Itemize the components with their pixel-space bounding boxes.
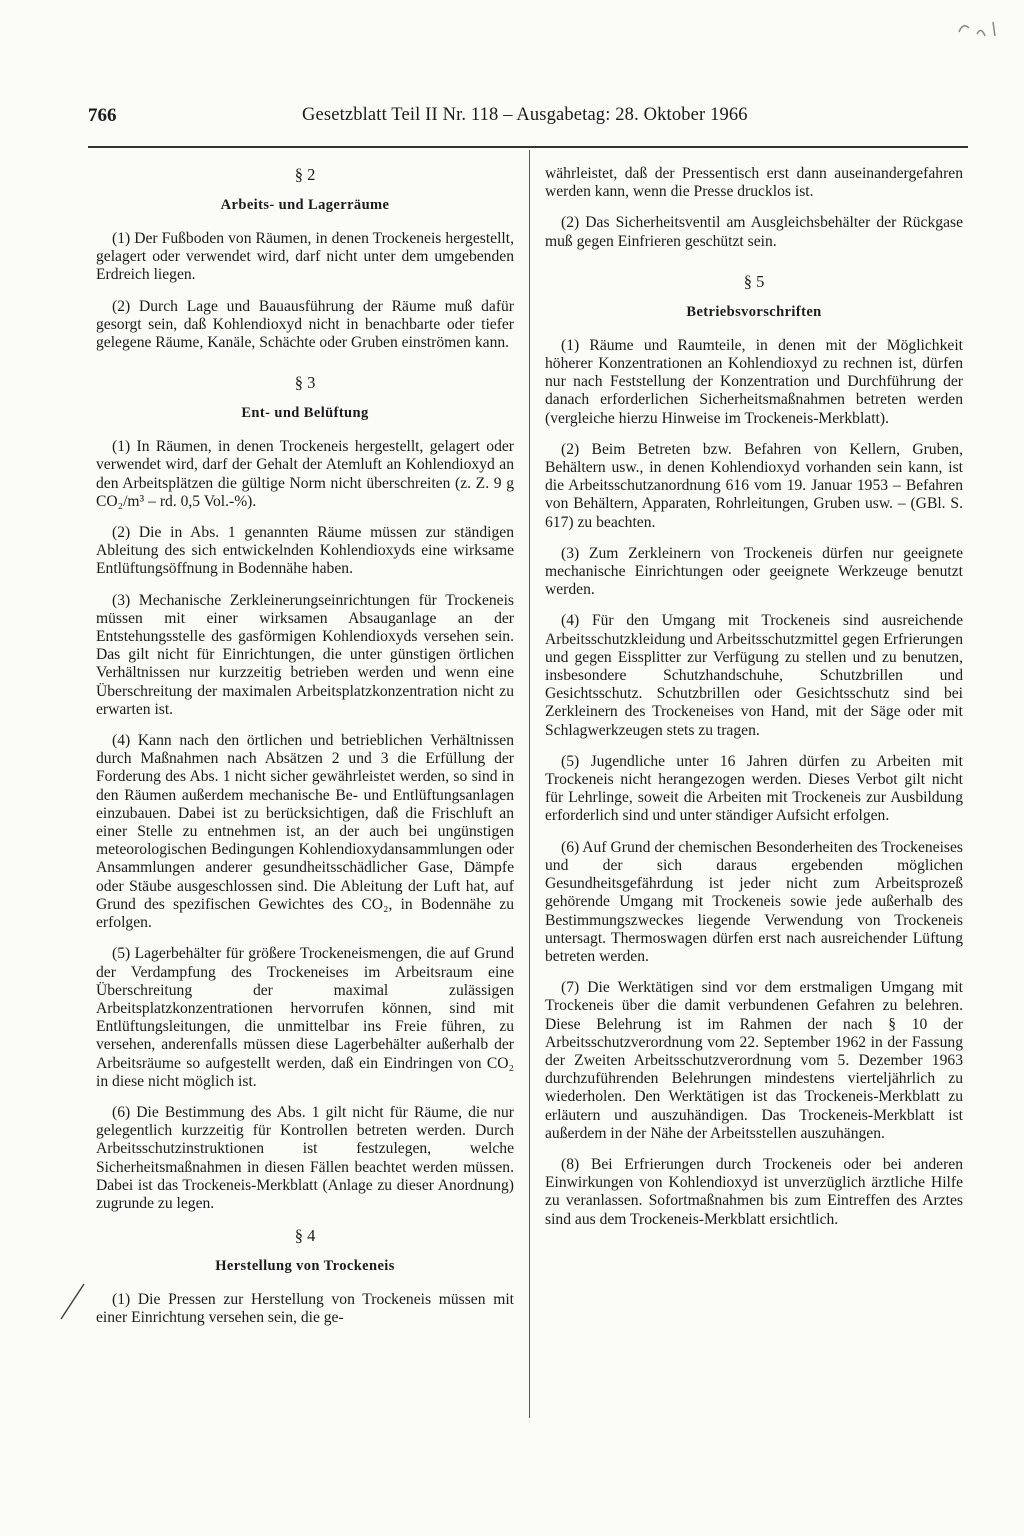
section-title: Arbeits- und Lagerräume — [220, 197, 390, 213]
paragraph: (6) Auf Grund der chemischen Besonderheiten des Trockeneises und der sich daraus ergebenden möglichen Gesundheitsgefährdung ist jeder nicht zum Arbeitsprozeß gehörende Umgang mit Trockeneis sowie jede außerhalb des Bestimmungszweckes liegende Verwendung von Trockeneis untersagt. Thermoswagen dürfen erst nach ausreichender Lüftung betreten werden. — [545, 838, 963, 965]
header-rule — [88, 146, 968, 148]
paragraph: (6) Die Bestimmung des Abs. 1 gilt nicht für Räume, die nur gelegentlich kurzzeitig für Kontrollen betreten werden. Durch Arbeitsschutzinstruktionen ist festzulegen, welche Sicherheitsmaßnahmen in diesen Fällen beachtet werden müssen. Dabei ist das Trockeneis-Merkblatt (Anlage zu dieser Anordnung) zugrunde zu legen. — [96, 1103, 514, 1212]
pencil-slash-mark — [58, 1282, 88, 1322]
paragraph: (1) Räume und Raumteile, in denen mit der Möglichkeit höherer Konzentrationen an Kohlendioxyd zu rechnen ist, dürfen nur nach Feststellung der Konzentration und Durchführung der danach erforderlichen Sicherheitsmaßnahmen betreten werden (vergleiche hierzu Hinweise im Trockeneis-Merkblatt). — [545, 336, 963, 427]
paragraph: (7) Die Werktätigen sind vor dem erstmaligen Umgang mit Trockeneis über die damit verbundenen Gefahren zu belehren. Diese Belehrung ist im Rahmen der nach § 10 der Arbeitsschutzverordnung vom 22. September 1962 in der Fassung der Zweiten Arbeitsschutzverordnung vom 5. Dezember 1963 durchzuführenden Belehrungen mindestens vierteljährlich zu wiederholen. Den Werktätigen ist das Trockeneis-Merkblatt zu erläutern und auszuhändigen. Das Trockeneis-Merkblatt ist außerdem in der Nähe der Arbeitsstellen auszuhängen. — [545, 979, 963, 1142]
left-column — [96, 165, 514, 1341]
paragraph: (5) Jugendliche unter 16 Jahren dürfen zu Arbeiten mit Trockeneis nicht herangezogen werden. Dieses Verbot gilt nicht für Lehrlinge, soweit die Arbeiten mit Trockeneis zur Ausbildung erforderlich sind und unter ständiger Aufsicht erfolgen. — [545, 752, 963, 825]
column-divider — [529, 150, 530, 1418]
section-number: § 5 — [743, 271, 765, 291]
paragraph: (1) Der Fußboden von Räumen, in denen Trockeneis hergestellt, gelagert oder verwendet wird, darf nicht unter dem umgebenden Erdreich liegen. — [96, 230, 514, 284]
paragraph: (2) Durch Lage und Bauausführung der Räume muß dafür gesorgt sein, daß Kohlendioxyd nicht in benachbarte oder tiefer gelegene Räume, Kanäle, Schächte oder Gruben einströmen kann. — [96, 297, 514, 352]
section-number: § 3 — [294, 373, 316, 393]
running-title: Gesetzblatt Teil II Nr. 118 – Ausgabetag: 28. Oktober 1966 — [302, 105, 748, 125]
paragraph: (3) Zum Zerkleinern von Trockeneis dürfen nur geeignete mechanische Einrichtungen oder geeignete Werkzeuge benutzt werden. — [545, 544, 963, 599]
paragraph: (4) Kann nach den örtlichen und betrieblichen Verhältnissen durch Maßnahmen nach Absätzen 2 und 3 die Erfüllung der Forderung des Abs. 1 nicht sicher gewährleistet werden, so sind in den Räumen außerdem mechanische Be- und Entlüftungsanlagen einzubauen. Dabei ist zu berücksichtigen, daß die Frischluft an einer Stelle zu entnehmen ist, an der auch bei ungünstigen meteorologischen Bedingungen Kohlendioxydansammlungen oder Ansammlungen anderer gesundheitsschädlicher Gase, Dämpfe oder Stäube ausgeschlossen sind. Die Ableitung der Luft hat, auf Grund des spezifischen Gewichtes des CO₂, in Bodennähe zu erfolgen. — [96, 732, 514, 932]
section-number: § 4 — [294, 1226, 316, 1246]
section-title: Herstellung von Trockeneis — [215, 1258, 395, 1275]
paragraph: (4) Für den Umgang mit Trockeneis sind ausreichende Arbeitsschutzkleidung und Arbeitsschutzmittel gegen Erfrierungen und gegen Eissplitter zur Verfügung zu stellen und zu benutzen, insbesondere Schutzhandschuhe, Schutzbrillen und Gesichtsschutz. Schutzbrillen oder Gesichtsschutz sind bei Zerkleinern des Trockeneises von Hand, mit der Säge oder mit Schlagwerkzeugen stets zu tragen. — [545, 612, 963, 739]
paragraph: (2) Beim Betreten bzw. Befahren von Kellern, Gruben, Behältern usw., in denen Kohlendioxyd vorhanden sein kann, ist die Arbeitsschutzanordnung 616 vom 19. Januar 1953 – Befahren von Behältern, Apparaten, Rohrleitungen, Gruben usw. – (GBl. S. 617) zu beachten. — [545, 440, 963, 531]
paragraph: (1) In Räumen, in denen Trockeneis hergestellt, gelagert oder verwendet wird, darf der Gehalt der Atemluft an Kohlendioxyd an den Arbeitsplätzen die gültige Norm nicht überschreiten (z. Z. 9 g CO₂/m³ – rd. 0,5 Vol.-%). — [96, 438, 514, 510]
page-number: 766 — [88, 105, 117, 126]
paragraph-continuation: währleistet, daß der Pressentisch erst dann auseinandergefahren werden kann, wenn die Presse drucklos ist. — [545, 165, 963, 201]
paragraph: (5) Lagerbehälter für größere Trockeneismengen, die auf Grund der Verdampfung des Trockeneises im Arbeitsraum eine Überschreitung der maximal zulässigen Arbeitsplatzkonzentrationen hervorrufen können, sind mit Entlüftungsleitungen, die unmittelbar ins Freie führen, zu versehen, anderenfalls müssen diese Lagerbehälter außerhalb der Arbeitsräume so aufgestellt werden, daß ein Eindringen von CO₂ in diese nicht möglich ist. — [96, 945, 514, 1090]
section-title: Betriebsvorschriften — [686, 303, 822, 320]
right-column — [545, 165, 963, 1242]
paragraph: (1) Die Pressen zur Herstellung von Trockeneis müssen mit einer Einrichtung versehen sein, die ge- — [96, 1291, 514, 1327]
corner-scribble-mark — [955, 14, 1005, 44]
paragraph: (8) Bei Erfrierungen durch Trockeneis oder bei anderen Einwirkungen von Kohlendioxyd ist unverzüglich ärztliche Hilfe zu veranlassen. Sofortmaßnahmen bis zum Eintreffen des Arztes sind aus dem Trockeneis-Merkblatt ersichtlich. — [545, 1155, 963, 1228]
paragraph: (3) Mechanische Zerkleinerungseinrichtungen für Trockeneis müssen mit einer wirksamen Absauganlage an der Entstehungsstelle des gasförmigen Kohlendioxyds versehen sein. Das gilt nicht für Einrichtungen, die unter günstigen örtlichen Verhältnissen nur kurzzeitig betrieben werden und wenn eine Überschreitung der maximalen Arbeitsplatzkonzentration nicht zu erwarten ist. — [96, 591, 514, 718]
paragraph: (2) Das Sicherheitsventil am Ausgleichsbehälter der Rückgase muß gegen Einfrieren geschützt sein. — [545, 214, 963, 250]
section-title: Ent- und Belüftung — [241, 405, 369, 422]
page-header — [88, 105, 968, 137]
paragraph: (2) Die in Abs. 1 genannten Räume müssen zur ständigen Ableitung des sich entwickelnden Kohlendioxyds eine wirksame Entlüftungsöffnung in Bodennähe haben. — [96, 524, 514, 578]
section-number: § 2 — [294, 165, 316, 184]
